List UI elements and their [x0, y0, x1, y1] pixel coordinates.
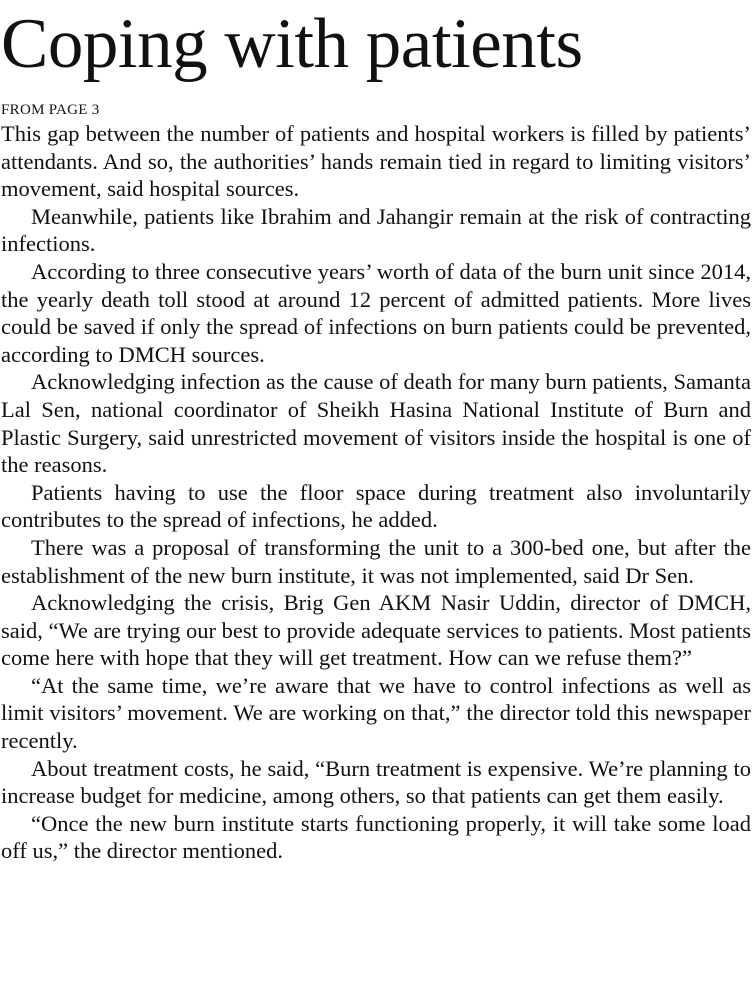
paragraph-1: This gap between the number of patients and hospital workers is filled by patients’ attendants. And so, the authorities’ hands remain tied in regard to limiting visitors’ movement, said hospital sources.: [1, 121, 751, 202]
paragraph-10: “Once the new burn institute starts functioning properly, it will take some load off us,” the director mentioned.: [1, 810, 751, 864]
paragraph-8: “At the same time, we’re aware that we have to control infections as well as limit visitors’ movement. We are working on that,” the director told this newspaper recently.: [1, 672, 751, 754]
paragraph-3: According to three consecutive years’ worth of data of the burn unit since 2014, the yearly death toll stood at around 12 percent of admitted patients. More lives could be saved if only the spread of infections on burn patients could be prevented, according to DMCH sources.: [1, 258, 751, 367]
paragraph-2: Meanwhile, patients like Ibrahim and Jahangir remain at the risk of contracting infections.: [1, 203, 751, 257]
paragraph-9: About treatment costs, he said, “Burn treatment is expensive. We’re planning to increase budget for medicine, among others, so that patients can get them easily.: [1, 755, 751, 809]
paragraph-6: There was a proposal of transforming the unit to a 300-bed one, but after the establishment of the new burn institute, it was not implemented, said Dr Sen.: [1, 534, 751, 588]
headline: Coping with patients: [1, 5, 583, 83]
paragraph-5: Patients having to use the floor space during treatment also involuntarily contributes to the spread of infections, he added.: [1, 479, 751, 533]
article-body: [1, 120, 751, 865]
paragraph-7: Acknowledging the crisis, Brig Gen AKM Nasir Uddin, director of DMCH, said, “We are trying our best to provide adequate services to patients. Most patients come here with hope that they will get treatment. How can we refuse them?”: [1, 590, 751, 671]
jump-line: FROM PAGE 3: [1, 102, 100, 118]
paragraph-4: Acknowledging infection as the cause of death for many burn patients, Samanta Lal Sen, national coordinator of Sheikh Hasina National Institute of Burn and Plastic Surgery, said unrestricted movement of visitors inside the hospital is one of the reasons.: [1, 369, 751, 478]
